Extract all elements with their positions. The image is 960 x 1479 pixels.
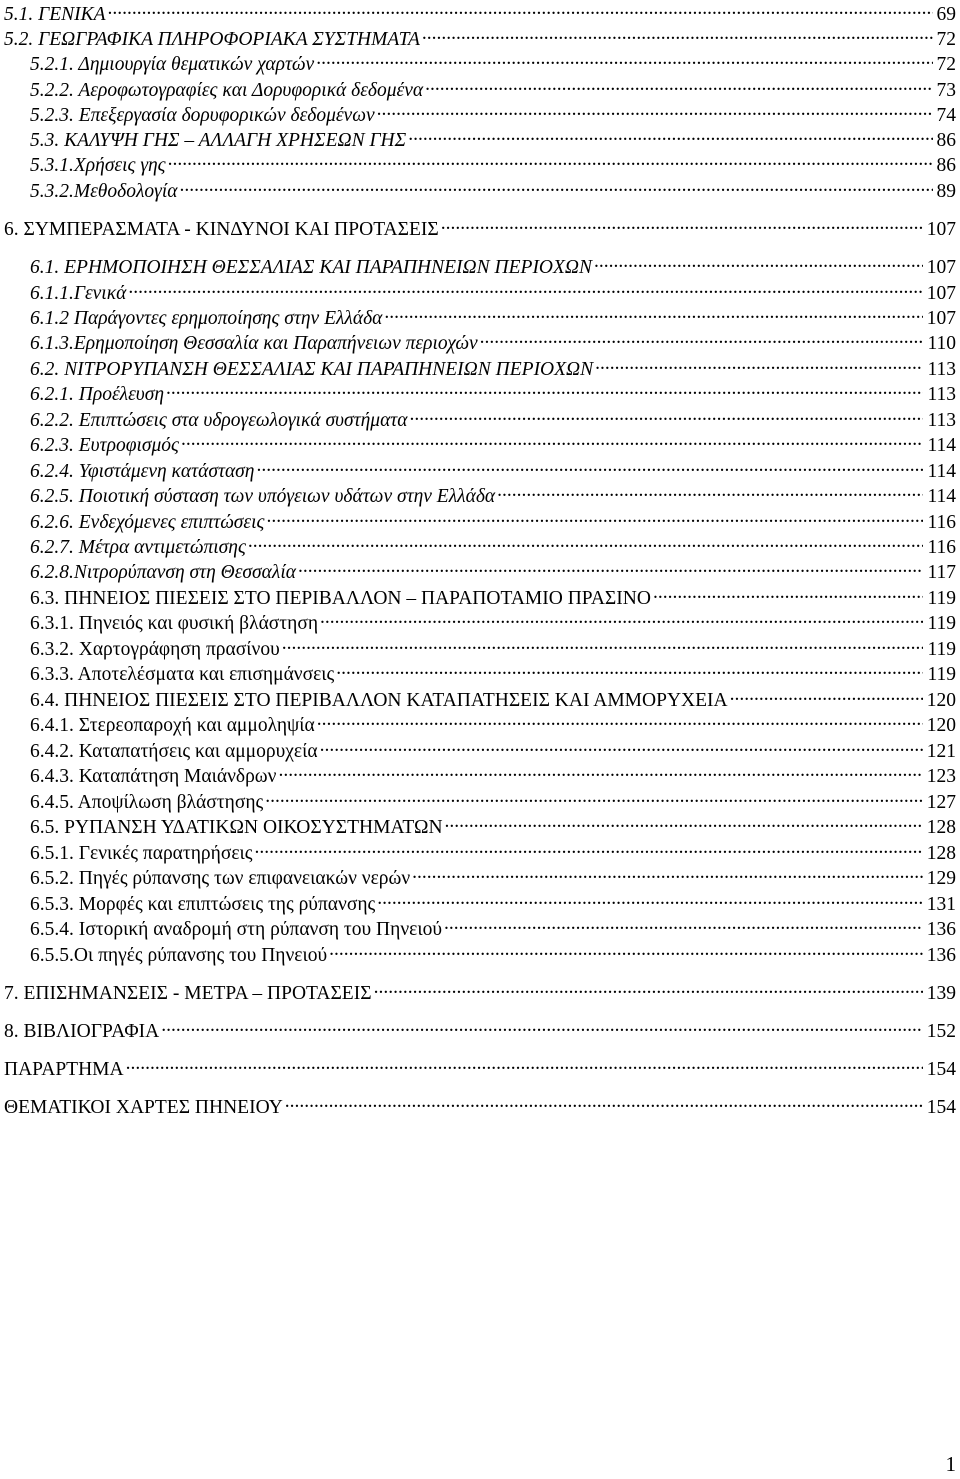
toc-dot-leader xyxy=(317,709,923,731)
toc-dot-leader xyxy=(408,124,932,146)
toc-dot-leader xyxy=(653,582,924,604)
toc-entry-page: 74 xyxy=(933,105,957,127)
toc-dot-leader xyxy=(298,556,923,578)
toc-entry-page: 136 xyxy=(923,945,956,967)
toc-entry-title: 5.3.2.Μεθοδολογία xyxy=(30,181,178,202)
toc-dot-leader xyxy=(179,175,932,197)
toc-entry-page: 114 xyxy=(923,486,956,508)
toc-entry[interactable] xyxy=(30,480,956,508)
toc-entry-title: 6.2.3. Ευτροφισμός xyxy=(30,435,179,456)
toc-entry[interactable] xyxy=(30,149,956,177)
toc-entry[interactable] xyxy=(4,1091,956,1119)
toc-entry-page: 123 xyxy=(923,766,956,788)
toc-entry-title: 6.3.1. Πηνειός και φυσική βλάστηση xyxy=(30,613,319,634)
toc-entry[interactable] xyxy=(30,378,956,406)
toc-entry-title: 6.1. ΕΡΗΜΟΠΟΙΗΣΗ ΘΕΣΣΑΛΙΑΣ ΚΑΙ ΠΑΡΑΠΗΝΕΙΩΝ ΠΕΡΙΟΧΩΝ xyxy=(30,257,593,278)
toc-entry-title: 6.4.2. Καταπατήσεις και αμμορυχεία xyxy=(30,741,318,762)
page-number: 1 xyxy=(945,1452,956,1476)
toc-entry-title: 6.2.6. Ενδεχόμενες επιπτώσεις xyxy=(30,512,265,533)
toc-entry-title: 6.3. ΠΗΝΕΙΟΣ ΠΙΕΣΕΙΣ ΣΤΟ ΠΕΡΙΒΑΛΛΟΝ – ΠΑΡΑΠΟΤΑΜΙΟ ΠΡΑΣΙΝΟ xyxy=(30,588,651,609)
toc-entry[interactable] xyxy=(4,1015,956,1043)
toc-dot-leader xyxy=(181,429,923,451)
toc-entry-title: ΠΑΡΑΡΤΗΜΑ xyxy=(4,1059,124,1080)
toc-entry-title: 6. ΣΥΜΠΕΡΑΣΜΑΤΑ - ΚΙΝΔΥΝΟΙ ΚΑΙ ΠΡΟΤΑΣΕΙΣ xyxy=(4,219,439,240)
toc-entry-page: 119 xyxy=(923,639,956,661)
toc-entry-page: 116 xyxy=(923,537,956,559)
toc-entry[interactable] xyxy=(4,1053,956,1081)
toc-entry[interactable] xyxy=(30,531,956,559)
toc-dot-leader xyxy=(422,23,933,45)
toc-entry-title: 5.3. ΚΑΛΥΨΗ ΓΗΣ – ΑΛΛΑΓΗ ΧΡΗΣΕΩΝ ΓΗΣ xyxy=(30,130,407,151)
toc-entry-page: 120 xyxy=(923,715,956,737)
toc-entry-title: 6.2. ΝΙΤΡΟΡΥΠΑΝΣΗ ΘΕΣΣΑΛΙΑΣ ΚΑΙ ΠΑΡΑΠΗΝΕΙΩΝ ΠΕΡΙΟΧΩΝ xyxy=(30,359,594,380)
toc-entry-page: 107 xyxy=(923,257,956,279)
toc-dot-leader xyxy=(595,353,923,375)
toc-dot-leader xyxy=(377,99,933,121)
toc-entry[interactable] xyxy=(30,913,956,941)
toc-entry-title: 5.2.1. Δημιουργία θεματικών χαρτών xyxy=(30,54,315,75)
toc-entry-page: 127 xyxy=(923,792,956,814)
toc-entry-title: 6.5. ΡΥΠΑΝΣΗ ΥΔΑΤΙΚΩΝ ΟΙΚΟΣΥΣΤΗΜΑΤΩΝ xyxy=(30,817,443,838)
toc-entry[interactable] xyxy=(30,251,956,279)
toc-entry-page: 107 xyxy=(923,283,956,305)
toc-dot-leader xyxy=(410,404,924,426)
toc-entry[interactable] xyxy=(30,327,956,355)
toc-entry[interactable] xyxy=(30,175,956,203)
toc-dot-leader xyxy=(320,735,923,757)
toc-entry-page: 119 xyxy=(923,664,956,686)
toc-entry[interactable] xyxy=(4,23,956,51)
toc-entry[interactable] xyxy=(30,302,956,330)
toc-dot-leader xyxy=(445,811,923,833)
toc-entry[interactable] xyxy=(30,74,956,102)
toc-entry-title: 7. ΕΠΙΣΗΜΑΝΣΕΙΣ - ΜΕΤΡΑ – ΠΡΟΤΑΣΕΙΣ xyxy=(4,983,372,1004)
toc-entry[interactable] xyxy=(30,709,956,737)
toc-entry[interactable] xyxy=(30,124,956,152)
toc-entry-page: 110 xyxy=(923,333,956,355)
toc-entry-title: 6.2.1. Προέλευση xyxy=(30,384,164,405)
toc-dot-leader xyxy=(278,760,922,782)
toc-entry-page: 114 xyxy=(923,435,956,457)
toc-dot-leader xyxy=(108,0,933,20)
toc-entry-title: 6.4.1. Στερεοπαροχή και αμμοληψία xyxy=(30,715,315,736)
toc-entry-title: 6.4. ΠΗΝΕΙΟΣ ΠΙΕΣΕΙΣ ΣΤΟ ΠΕΡΙΒΑΛΛΟΝ ΚΑΤΑΠΑΤΗΣΕΙΣ ΚΑΙ ΑΜΜΟΡΥΧΕΙΑ xyxy=(30,690,728,711)
toc-entry-page: 113 xyxy=(923,359,956,381)
toc-entry-page: 119 xyxy=(923,588,956,610)
toc-entry-page: 86 xyxy=(933,155,957,177)
toc-entry-page: 131 xyxy=(923,894,956,916)
toc-entry-title: 6.5.3. Μορφές και επιπτώσεις της ρύπανσης xyxy=(30,894,376,915)
toc-entry-title: 6.1.3.Ερημοποίηση Θεσσαλία και Παραπήνειων περιοχών xyxy=(30,333,478,354)
toc-entry-page: 116 xyxy=(923,512,956,534)
toc-entry[interactable] xyxy=(30,862,956,890)
toc-entry[interactable] xyxy=(30,760,956,788)
toc-dot-leader xyxy=(265,786,923,808)
toc-dot-leader xyxy=(497,480,923,502)
toc-dot-leader xyxy=(282,633,924,655)
toc-entry[interactable] xyxy=(30,811,956,839)
toc-entry-title: 6.2.7. Μέτρα αντιμετώπισης xyxy=(30,537,246,558)
toc-entry-page: 121 xyxy=(923,741,956,763)
toc-dot-leader xyxy=(374,977,923,999)
toc-entry-page: 136 xyxy=(923,919,956,941)
toc-dot-leader xyxy=(329,939,923,961)
toc-entry-title: 6.4.5. Αποψίλωση βλάστησης xyxy=(30,792,264,813)
toc-dot-leader xyxy=(425,74,932,96)
toc-entry-page: 119 xyxy=(923,613,956,635)
toc-entry-title: 6.1.2 Παράγοντες ερημοποίησης στην Ελλάδα xyxy=(30,308,383,329)
toc-dot-leader xyxy=(256,455,923,477)
toc-entry[interactable] xyxy=(30,404,956,432)
toc-entry-title: 6.3.2. Χαρτογράφηση πρασίνου xyxy=(30,639,280,660)
toc-entry[interactable] xyxy=(30,582,956,610)
toc-entry-title: 6.2.2. Επιπτώσεις στα υδρογεωλογικά συστήματα xyxy=(30,410,408,431)
toc-entry-page: 152 xyxy=(923,1021,956,1043)
toc-entry-page: 120 xyxy=(923,690,956,712)
toc-entry-page: 107 xyxy=(923,308,956,330)
toc-dot-leader xyxy=(161,1015,923,1037)
toc-entry[interactable] xyxy=(30,607,956,635)
toc-entry-title: 6.2.8.Νιτρορύπανση στη Θεσσαλία xyxy=(30,562,297,583)
toc-entry-page: 128 xyxy=(923,817,956,839)
toc-entry[interactable] xyxy=(30,939,956,967)
toc-entry[interactable] xyxy=(30,353,956,381)
toc-entry-page: 89 xyxy=(933,181,957,203)
toc-entry-page: 86 xyxy=(933,130,957,152)
toc-entry[interactable] xyxy=(4,977,956,1005)
toc-entry[interactable] xyxy=(30,658,956,686)
toc-entry-title: 5.2. ΓΕΩΓΡΑΦΙΚΑ ΠΛΗΡΟΦΟΡΙΑΚΑ ΣΥΣΤΗΜΑΤΑ xyxy=(4,29,420,50)
toc-entry-title: 6.5.4. Ιστορική αναδρομή στη ρύπανση του Πηνειού xyxy=(30,919,442,940)
toc-entry-title: 6.5.5.Οι πηγές ρύπανσης του Πηνειού xyxy=(30,945,328,966)
toc-entry[interactable] xyxy=(30,429,956,457)
toc-entry-page: 128 xyxy=(923,843,956,865)
toc-dot-leader xyxy=(384,302,922,324)
toc-dot-leader xyxy=(248,531,924,553)
toc-entry-page: 114 xyxy=(923,461,956,483)
toc-entry-title: 6.5.1. Γενικές παρατηρήσεις xyxy=(30,843,253,864)
toc-entry-title: 6.5.2. Πηγές ρύπανσης των επιφανειακών νερών xyxy=(30,868,411,889)
toc-dot-leader xyxy=(730,684,923,706)
toc-entry[interactable] xyxy=(30,455,956,483)
toc-entry-title: 6.3.3. Αποτελέσματα και επισημάνσεις xyxy=(30,664,335,685)
toc-entry[interactable] xyxy=(30,506,956,534)
toc-dot-leader xyxy=(412,862,923,884)
toc-entry-page: 117 xyxy=(923,562,956,584)
toc-dot-leader xyxy=(266,506,923,528)
toc-entry-page: 154 xyxy=(923,1059,956,1081)
toc-entry-page: 154 xyxy=(923,1097,956,1119)
toc-entry-page: 113 xyxy=(923,410,956,432)
toc-entry-page: 73 xyxy=(933,80,957,102)
toc-entry[interactable] xyxy=(30,684,956,712)
toc-entry[interactable] xyxy=(30,556,956,584)
toc-entry-page: 129 xyxy=(923,868,956,890)
toc-dot-leader xyxy=(480,327,924,349)
toc-entry[interactable] xyxy=(30,786,956,814)
toc-entry-page: 139 xyxy=(923,983,956,1005)
toc-entry-title: 5.1. ΓΕΝΙΚΑ xyxy=(4,4,106,25)
toc-entry[interactable] xyxy=(30,99,956,127)
toc-dot-leader xyxy=(168,149,933,171)
toc-entry-title: 5.2.3. Επεξεργασία δορυφορικών δεδομένων xyxy=(30,105,375,126)
toc-dot-leader xyxy=(377,888,922,910)
toc-entry-title: 5.2.2. Αεροφωτογραφίες και Δορυφορικά δεδομένα xyxy=(30,80,424,101)
toc-entry-title: 5.3.1.Χρήσεις γης xyxy=(30,155,166,176)
toc-dot-leader xyxy=(255,837,923,859)
toc-entry-title: 8. ΒΙΒΛΙΟΓΡΑΦΙΑ xyxy=(4,1021,160,1042)
toc-entry[interactable] xyxy=(30,277,956,305)
toc-dot-leader xyxy=(166,378,923,400)
toc-entry-title: 6.1.1.Γενικά xyxy=(30,283,127,304)
toc-dot-leader xyxy=(320,607,923,629)
toc-dot-leader xyxy=(126,1053,923,1075)
toc-entry-title: ΘΕΜΑΤΙΚΟΙ ΧΑΡΤΕΣ ΠΗΝΕΙΟΥ xyxy=(4,1097,283,1118)
toc-entry-page: 72 xyxy=(933,54,957,76)
toc-entry-page: 69 xyxy=(933,4,957,26)
toc-entry-title: 6.2.4. Υφιστάμενη κατάσταση xyxy=(30,461,255,482)
toc-dot-leader xyxy=(444,913,923,935)
toc-entry-page: 107 xyxy=(923,219,956,241)
toc-entry[interactable] xyxy=(30,888,956,916)
toc-dot-leader xyxy=(316,48,932,70)
toc-entry-title: 6.2.5. Ποιοτική σύσταση των υπόγειων υδάτων στην Ελλάδα xyxy=(30,486,496,507)
toc-entry[interactable] xyxy=(4,213,956,241)
toc-entry[interactable] xyxy=(30,735,956,763)
toc-entry-page: 72 xyxy=(933,29,957,51)
toc-entry-page: 113 xyxy=(923,384,956,406)
toc-dot-leader xyxy=(285,1091,923,1113)
toc-dot-leader xyxy=(441,213,923,235)
toc-entry[interactable] xyxy=(30,633,956,661)
toc-entry-title: 6.4.3. Καταπάτηση Μαιάνδρων xyxy=(30,766,277,787)
toc-entry[interactable] xyxy=(30,837,956,865)
toc-entry[interactable] xyxy=(30,48,956,76)
toc-dot-leader xyxy=(128,277,922,299)
toc-dot-leader xyxy=(336,658,923,680)
toc-dot-leader xyxy=(594,251,923,273)
